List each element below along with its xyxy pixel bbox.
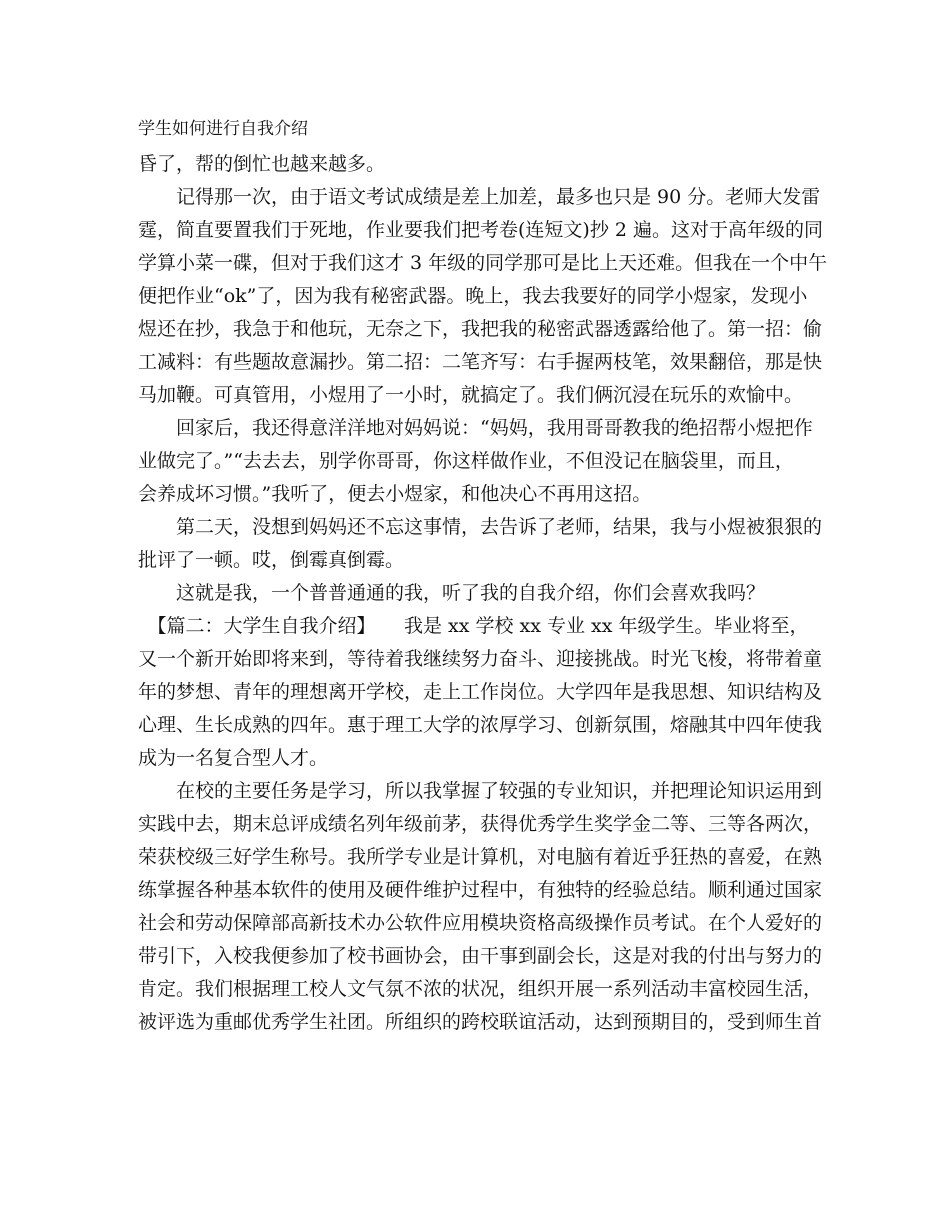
- text-line: 成为一名复合型人才。: [138, 747, 329, 769]
- text-line: 又一个新开始即将来到，等待着我继续努力奋斗、迎接挑战。时光飞梭，将带着童: [138, 648, 823, 670]
- text-line: 学算小菜一碟，但对于我们这才 3 年级的同学那可是比上天还难。但我在一个中午: [138, 252, 828, 274]
- text-line: 肯定。我们根据理工校人文气氛不浓的状况，组织开展一系列活动丰富校园生活，: [138, 978, 823, 1000]
- text-line: 记得那一次，由于语文考试成绩是差上加差，最多也只是 90 分。老师大发雷: [138, 186, 821, 208]
- text-line: 煜还在抄，我急于和他玩，无奈之下，我把我的秘密武器透露给他了。第一招：偷: [138, 318, 823, 340]
- text-line: 被评选为重邮优秀学生社团。所组织的跨校联谊活动，达到预期目的，受到师生首: [138, 1011, 823, 1033]
- text-line: 实践中去，期末总评成绩名列年级前茅，获得优秀学生奖学金二等、三等各两次，: [138, 813, 823, 835]
- text-line: 霆，简直要置我们于死地，作业要我们把考卷(连短文)抄 2 遍。这对于高年级的同: [138, 219, 823, 241]
- page-header: 学生如何进行自我介绍: [138, 119, 308, 139]
- text-line: 练掌握各种基本软件的使用及硬件维护过程中，有独特的经验总结。顺利通过国家: [138, 879, 823, 901]
- body-text: [138, 148, 828, 1039]
- text-line: 社会和劳动保障部高新技术办公软件应用模块资格高级操作员考试。在个人爱好的: [138, 912, 823, 934]
- text-line: 昏了，帮的倒忙也越来越多。: [138, 153, 386, 175]
- text-line: 这就是我，一个普普通通的我，听了我的自我介绍，你们会喜欢我吗？: [138, 582, 766, 604]
- text-line: 带引下，入校我便参加了校书画协会，由干事到副会长，这是对我的付出与努力的: [138, 945, 823, 967]
- text-line: 年的梦想、青年的理想离开学校，走上工作岗位。大学四年是我思想、知识结构及: [138, 681, 823, 703]
- text-line: 会养成坏习惯。”我听了，便去小煜家，和他决心不再用这招。: [138, 483, 652, 505]
- text-line: 工减料：有些题故意漏抄。第二招：二笔齐写：右手握两枝笔，效果翻倍，那是快: [138, 351, 823, 373]
- text-line: 马加鞭。可真管用，小煜用了一小时，就搞定了。我们俩沉浸在玩乐的欢愉中。: [138, 384, 804, 406]
- text-line: 【篇二：大学生自我介绍】 我是 xx 学校 xx 专业 xx 年级学生。毕业将至，: [138, 615, 809, 637]
- text-line: 心理、生长成熟的四年。惠于理工大学的浓厚学习、创新氛围，熔融其中四年使我: [138, 714, 823, 736]
- text-line: 业做完了。”“去去去，别学你哥哥，你这样做作业，不但没记在脑袋里，而且，: [138, 450, 794, 472]
- text-line: 便把作业“ok”了，因为我有秘密武器。晚上，我去我要好的同学小煜家，发现小: [138, 285, 808, 307]
- text-line: 荣获校级三好学生称号。我所学专业是计算机，对电脑有着近乎狂热的喜爱，在熟: [138, 846, 823, 868]
- text-line: 批评了一顿。哎，倒霉真倒霉。: [138, 549, 405, 571]
- text-line: 第二天，没想到妈妈还不忘这事情，去告诉了老师，结果，我与小煜被狠狠的: [138, 516, 823, 538]
- text-line: 在校的主要任务是学习，所以我掌握了较强的专业知识，并把理论知识运用到: [138, 780, 823, 802]
- text-line: 回家后，我还得意洋洋地对妈妈说：“妈妈，我用哥哥教我的绝招帮小煜把作: [138, 417, 813, 439]
